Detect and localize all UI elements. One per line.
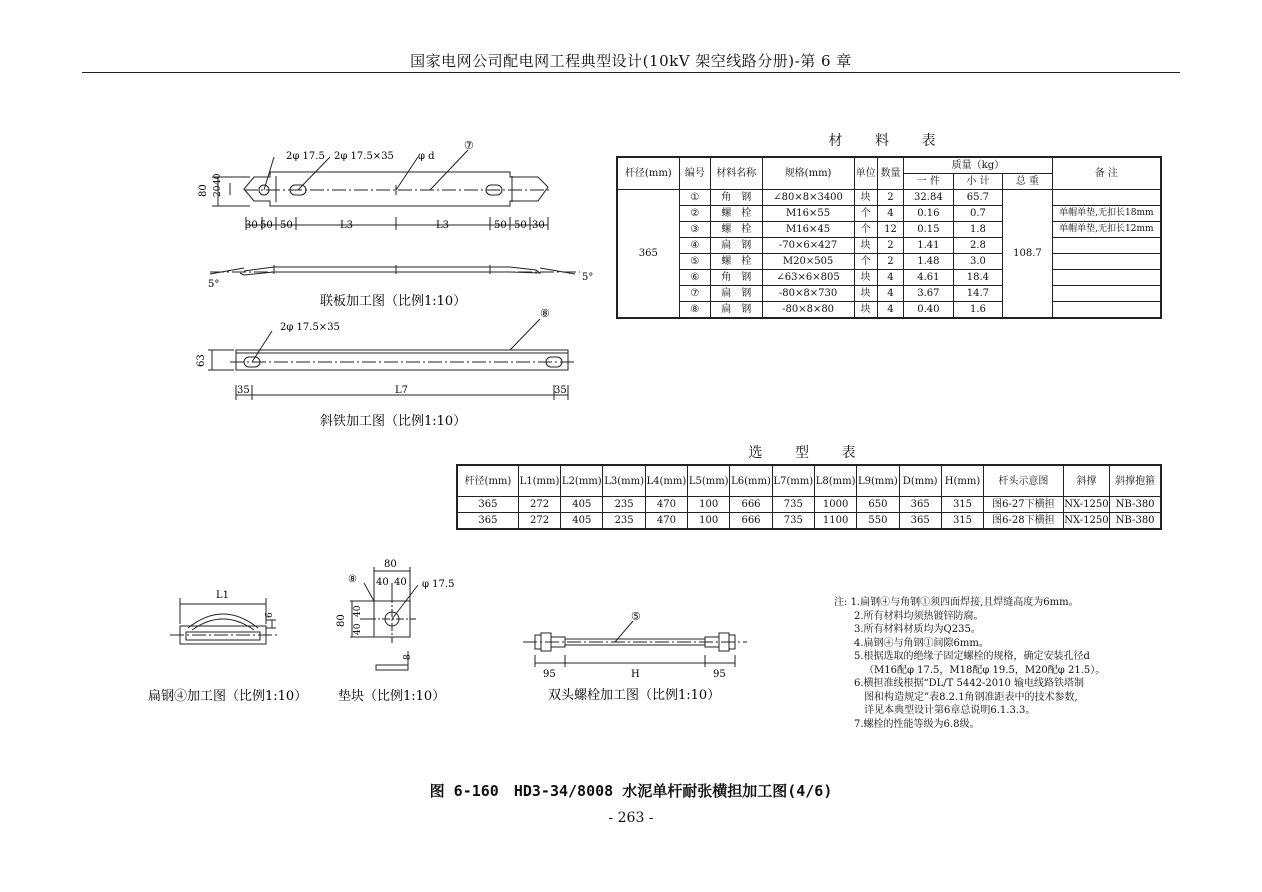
bolt-left-dim: 95 <box>543 669 556 680</box>
st-cell: NB-380 <box>1110 497 1161 513</box>
st-cell: 550 <box>857 513 899 530</box>
lianban-dim-6: 50 <box>514 220 527 231</box>
mt-cell <box>1052 302 1161 319</box>
mt-header-total: 总 重 <box>1003 174 1053 190</box>
diankuai-part: ⑧ <box>348 574 357 585</box>
mt-cell <box>1052 270 1161 286</box>
mt-cell: 4 <box>877 302 903 319</box>
st-cell: 650 <box>857 497 899 513</box>
st-header: 斜撑 <box>1063 465 1110 497</box>
lianban-hole-a-label: 2φ 17.5 <box>286 151 325 162</box>
page-header-title: 国家电网公司配电网工程典型设计(10kV 架空线路分册)-第 6 章 <box>410 52 852 70</box>
mt-cell: 2 <box>877 254 903 270</box>
lianban-dim-1: 50 <box>260 220 273 231</box>
diankuai-caption: 垫块（比例1:10） <box>338 689 446 704</box>
st-cell: 365 <box>899 513 941 530</box>
st-cell: 735 <box>772 497 814 513</box>
mt-cell: ⑦ <box>679 286 710 302</box>
st-cell: 315 <box>941 497 983 513</box>
lianban-angle-right: 5° <box>582 272 594 283</box>
mt-cell: 2.8 <box>953 238 1003 254</box>
note-item: 1.扁钢④与角钢①须四面焊接,且焊缝高度为6mm。 <box>850 597 1079 608</box>
mt-cell: 单帽单垫,无扣长12mm <box>1052 222 1161 238</box>
mt-cell: 12 <box>877 222 903 238</box>
note-item: 2.所有材料均须热镀锌防腐。 <box>854 610 984 622</box>
mt-cell: 螺 栓 <box>711 222 763 238</box>
st-cell: NX-1250 <box>1063 513 1110 530</box>
notes-block <box>834 596 1105 731</box>
mt-cell: 1.8 <box>953 222 1003 238</box>
st-cell: NX-1250 <box>1063 497 1110 513</box>
mt-cell: M16×55 <box>762 206 854 222</box>
mt-cell <box>1052 286 1161 302</box>
page-number: - 263 - <box>608 810 654 826</box>
st-cell: 315 <box>941 513 983 530</box>
selection-table <box>456 464 1162 530</box>
mt-cell: 4 <box>877 286 903 302</box>
mt-cell: 块 <box>854 286 877 302</box>
bolt-drawing <box>515 605 755 710</box>
st-cell: 235 <box>603 497 645 513</box>
mt-header-sub: 小 计 <box>953 174 1003 190</box>
mt-cell: 块 <box>854 238 877 254</box>
mt-cell: 1.48 <box>904 254 954 270</box>
bolt-part: ⑤ <box>631 610 641 623</box>
lianban-dim-0: 30 <box>245 220 258 231</box>
st-cell: 470 <box>645 497 687 513</box>
st-header: L7(mm) <box>772 465 814 497</box>
biangang-l1-label: L1 <box>216 590 230 601</box>
header-rule <box>82 72 1180 73</box>
xietie-h63-label: 63 <box>196 354 207 367</box>
lianban-hole-b-label: 2φ 17.5×35 <box>334 151 394 162</box>
mt-cell <box>1052 190 1161 206</box>
lianban-angle-left: 5° <box>208 279 220 290</box>
mt-cell: 32.84 <box>904 190 954 206</box>
bolt-right-dim: 95 <box>713 669 726 680</box>
note-item: 6.横担准线根据“DL/T 5442-2010 输电线路铁塔制 <box>854 678 1084 689</box>
mt-cell: M20×505 <box>762 254 854 270</box>
note-item: （M16配φ 17.5，M18配φ 19.5，M20配φ 21.5）。 <box>864 664 1106 676</box>
lianban-drawing <box>190 135 600 320</box>
mt-cell: 单帽单垫,无扣长18mm <box>1052 206 1161 222</box>
st-cell: NB-380 <box>1110 513 1161 530</box>
st-header: L3(mm) <box>603 465 645 497</box>
mt-cell: ∠80×8×3400 <box>762 190 854 206</box>
mt-cell: 3.0 <box>953 254 1003 270</box>
mt-cell: ④ <box>679 238 710 254</box>
diankuai-h80: 80 <box>336 614 347 627</box>
figure-caption: 图 6-160 HD3-34/8008 水泥单杆耐张横担加工图(4/6) <box>429 782 833 800</box>
mt-cell: ⑧ <box>679 302 710 319</box>
mt-cell: 个 <box>854 222 877 238</box>
mt-cell: 块 <box>854 270 877 286</box>
xietie-caption: 斜铁加工图（比例1:10） <box>320 414 467 429</box>
xietie-l7-dim: L7 <box>395 385 409 396</box>
st-header: L9(mm) <box>857 465 899 497</box>
mt-pole-value: 365 <box>617 190 679 319</box>
mt-cell: -80×8×80 <box>762 302 854 319</box>
st-cell: 470 <box>645 513 687 530</box>
lianban-part-label: ⑦ <box>464 139 474 152</box>
mt-cell: ① <box>679 190 710 206</box>
diankuai-drawing <box>330 555 460 710</box>
note-item: 5.根据选取的绝缘子固定螺栓的规格，确定安装孔径d <box>854 651 1090 662</box>
lianban-dim-4: L3 <box>436 220 450 231</box>
st-cell: 235 <box>603 513 645 530</box>
lianban-hole-c-label: φ d <box>418 151 435 162</box>
note-item: 图和构造规定”表8.2.1角钢准距表中的技术参数, <box>864 691 1078 703</box>
notes-prefix: 注: <box>834 597 848 608</box>
lianban-h40-label: 40 <box>213 173 223 185</box>
mt-header-pole: 杆径(mm) <box>617 157 679 190</box>
mt-header-mass: 质量（kg） <box>904 157 1053 174</box>
lianban-dim-2: 50 <box>280 220 293 231</box>
mt-cell <box>1052 254 1161 270</box>
note-item: 7.螺栓的性能等级为6.8级。 <box>854 718 980 730</box>
st-cell: 图6-28下横担 <box>984 513 1063 530</box>
xietie-part-label: ⑧ <box>540 307 550 320</box>
st-cell: 405 <box>561 513 603 530</box>
note-item: 3.所有材料材质均为Q235。 <box>854 624 981 635</box>
lianban-dim-3: L3 <box>340 220 354 231</box>
mt-cell: 0.16 <box>904 206 954 222</box>
mt-cell: 4 <box>877 206 903 222</box>
mt-cell: M16×45 <box>762 222 854 238</box>
st-cell: 365 <box>899 497 941 513</box>
lianban-dim-7: 30 <box>532 220 545 231</box>
lianban-caption: 联板加工图（比例1:10） <box>320 294 467 309</box>
st-header: L8(mm) <box>814 465 856 497</box>
mt-header-qty: 数量 <box>877 157 903 190</box>
st-header: L2(mm) <box>561 465 603 497</box>
mt-header-unit: 单位 <box>854 157 877 190</box>
st-cell: 1000 <box>814 497 856 513</box>
note-item: 详见本典型设计第6章总说明6.1.3.3。 <box>864 705 1036 716</box>
st-header: H(mm) <box>941 465 983 497</box>
lianban-h20-label: 20 <box>213 185 223 197</box>
st-cell: 735 <box>772 513 814 530</box>
bolt-h-dim: H <box>631 669 640 680</box>
mt-cell: 扁 钢 <box>711 302 763 319</box>
st-cell: 1100 <box>814 513 856 530</box>
mt-cell: ⑥ <box>679 270 710 286</box>
mt-cell: 4 <box>877 270 903 286</box>
st-cell: 100 <box>688 513 730 530</box>
st-header: L5(mm) <box>688 465 730 497</box>
mt-cell: 个 <box>854 254 877 270</box>
st-cell: 365 <box>457 513 518 530</box>
st-cell: 405 <box>561 497 603 513</box>
biangang-six-label: 6 <box>265 612 275 618</box>
mt-cell <box>1052 238 1161 254</box>
mt-cell: 角 钢 <box>711 270 763 286</box>
mt-cell: 扁 钢 <box>711 286 763 302</box>
mt-cell: 螺 栓 <box>711 254 763 270</box>
material-table-title: 材 料 表 <box>828 133 950 149</box>
diankuai-h40a: 40 <box>353 605 363 617</box>
diankuai-h40b: 40 <box>353 623 363 635</box>
selection-table-title: 选 型 表 <box>748 445 870 461</box>
mt-cell: 1.41 <box>904 238 954 254</box>
mt-cell: 0.7 <box>953 206 1003 222</box>
mt-header-no: 编号 <box>679 157 710 190</box>
diankuai-w40a: 40 <box>376 577 389 588</box>
st-cell: 666 <box>730 497 772 513</box>
st-cell: 272 <box>518 513 560 530</box>
note-item: 4.扁钢④与角钢①间隙6mm。 <box>854 637 989 649</box>
mt-cell: -80×8×730 <box>762 286 854 302</box>
mt-cell: 2 <box>877 238 903 254</box>
mt-cell: 块 <box>854 302 877 319</box>
lianban-h80-label: 80 <box>198 184 209 197</box>
mt-cell: 1.6 <box>953 302 1003 319</box>
st-header: L4(mm) <box>645 465 687 497</box>
xietie-drawing <box>190 305 600 435</box>
mt-cell: 14.7 <box>953 286 1003 302</box>
mt-cell: 块 <box>854 190 877 206</box>
mt-cell: ② <box>679 206 710 222</box>
st-cell: 100 <box>688 497 730 513</box>
st-header: 杆头示意图 <box>984 465 1063 497</box>
st-cell: 666 <box>730 513 772 530</box>
mt-cell: 个 <box>854 206 877 222</box>
mt-cell: 2 <box>877 190 903 206</box>
mt-header-name: 材料名称 <box>711 157 763 190</box>
mt-cell: 角 钢 <box>711 190 763 206</box>
bolt-caption: 双头螺栓加工图（比例1:10） <box>548 688 721 703</box>
mt-cell: 螺 栓 <box>711 206 763 222</box>
diankuai-hole: φ 17.5 <box>422 579 455 590</box>
st-header: 杆径(mm) <box>457 465 518 497</box>
xietie-hole-label: 2φ 17.5×35 <box>280 322 340 333</box>
st-header: D(mm) <box>899 465 941 497</box>
st-header: 斜撑抱箍 <box>1110 465 1161 497</box>
mt-cell: 0.15 <box>904 222 954 238</box>
xietie-right-dim: 35 <box>554 385 567 396</box>
mt-cell: 0.40 <box>904 302 954 319</box>
biangang-caption: 扁钢④加工图（比例1:10） <box>148 689 308 704</box>
diankuai-w80: 80 <box>384 559 397 570</box>
mt-header-remark: 备 注 <box>1052 157 1161 190</box>
st-cell: 272 <box>518 497 560 513</box>
mt-total-value: 108.7 <box>1003 190 1053 319</box>
xietie-left-dim: 35 <box>237 385 250 396</box>
diankuai-w40b: 40 <box>394 577 407 588</box>
mt-cell: 扁 钢 <box>711 238 763 254</box>
st-cell: 图6-27下横担 <box>984 497 1063 513</box>
st-cell: 365 <box>457 497 518 513</box>
mt-header-spec: 规格(mm) <box>762 157 854 190</box>
mt-cell: 4.61 <box>904 270 954 286</box>
mt-cell: 3.67 <box>904 286 954 302</box>
mt-cell: 65.7 <box>953 190 1003 206</box>
st-header: L1(mm) <box>518 465 560 497</box>
diankuai-thick: 8 <box>403 654 413 660</box>
st-header: L6(mm) <box>730 465 772 497</box>
material-table <box>616 156 1162 319</box>
mt-cell: ⑤ <box>679 254 710 270</box>
biangang-drawing <box>140 580 330 710</box>
mt-header-each: 一 件 <box>904 174 954 190</box>
mt-cell: ∠63×6×805 <box>762 270 854 286</box>
mt-cell: 18.4 <box>953 270 1003 286</box>
mt-cell: -70×6×427 <box>762 238 854 254</box>
mt-cell: ③ <box>679 222 710 238</box>
lianban-dim-5: 50 <box>494 220 507 231</box>
